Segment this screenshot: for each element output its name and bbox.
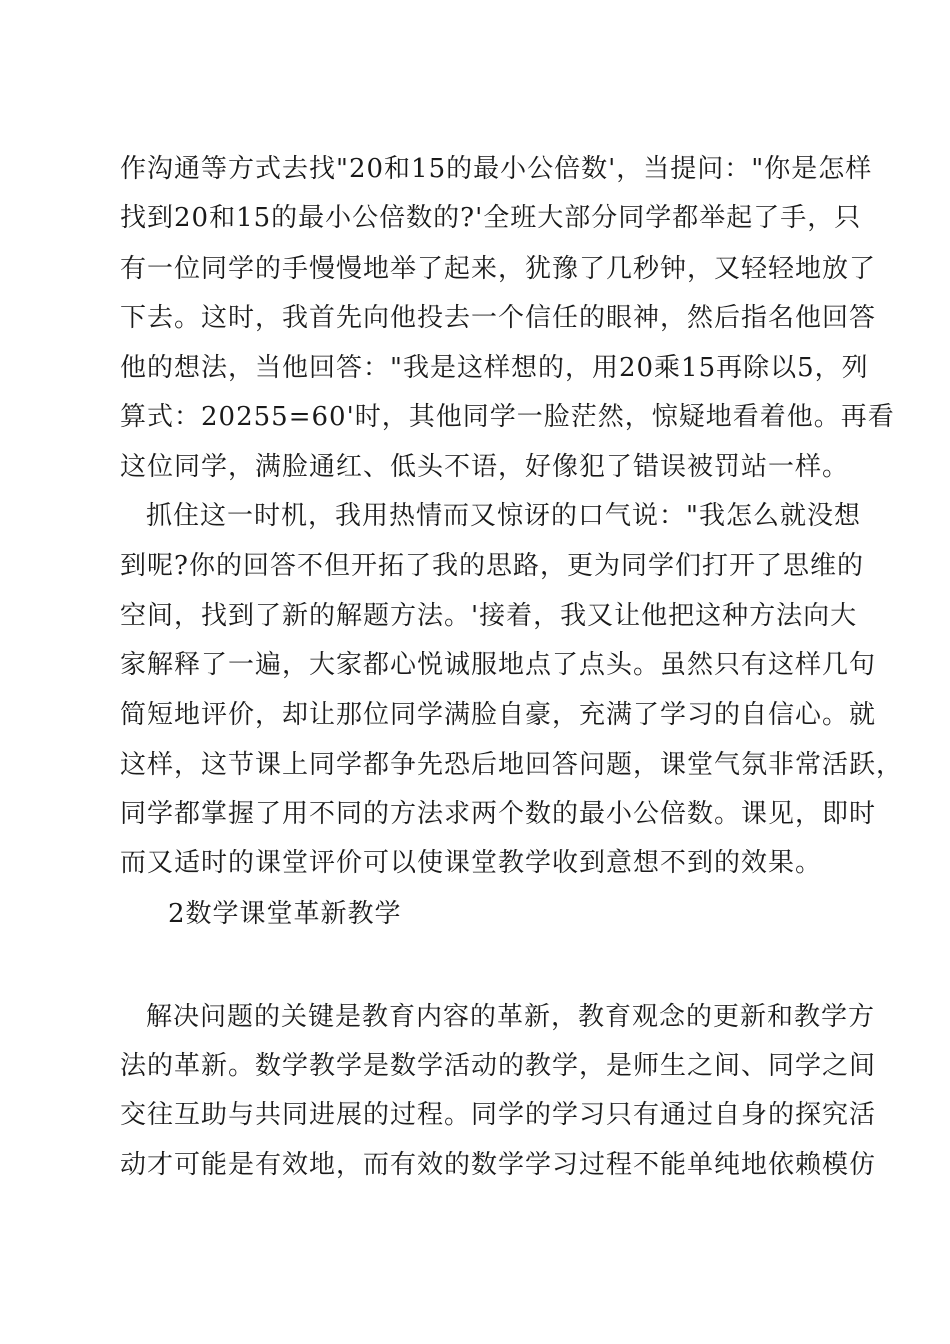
text-line: 他的想法，当他回答："我是这样想的，用20乘15再除以5，列	[120, 353, 869, 383]
text-line: 空间，找到了新的解题方法。'接着，我又让他把这种方法向大	[120, 601, 858, 631]
text-line: 家解释了一遍，大家都心悦诚服地点了点头。虽然只有这样几句	[120, 650, 877, 680]
text-line: 法的革新。数学教学是数学活动的教学，是师生之间、同学之间	[120, 1051, 877, 1081]
text-line: 动才可能是有效地，而有效的数学学习过程不能单纯地依赖模仿	[120, 1150, 877, 1180]
text-line: 交往互助与共同进展的过程。同学的学习只有通过自身的探究活	[120, 1100, 877, 1130]
text-line: 而又适时的课堂评价可以使课堂教学收到意想不到的效果。	[120, 848, 823, 878]
text-line: 解决问题的关键是教育内容的革新，教育观念的更新和教学方	[146, 1002, 876, 1032]
text-line: 找到20和15的最小公倍数的?'全班大部分同学都举起了手，只	[120, 203, 862, 233]
text-line: 有一位同学的手慢慢地举了起来，犹豫了几秒钟，又轻轻地放了	[120, 254, 877, 284]
text-line: 这位同学，满脸通红、低头不语，好像犯了错误被罚站一样。	[120, 452, 850, 482]
text-line: 这样，这节课上同学都争先恐后地回答问题，课堂气氛非常活跃，	[120, 750, 904, 780]
text-line: 同学都掌握了用不同的方法求两个数的最小公倍数。课见，即时	[120, 799, 877, 829]
text-line: 抓住这一时机，我用热情而又惊讶的口气说："我怎么就没想	[146, 501, 861, 531]
text-line: 下去。这时，我首先向他投去一个信任的眼神，然后指名他回答	[120, 303, 877, 333]
text-line: 作沟通等方式去找"20和15的最小公倍数'，当提问："你是怎样	[120, 154, 873, 184]
text-line: 算式：20255=60'时，其他同学一脸茫然，惊疑地看着他。再看	[120, 402, 895, 432]
text-line: 简短地评价，却让那位同学满脸自豪，充满了学习的自信心。就	[120, 700, 877, 730]
text-line: 到呢?你的回答不但开拓了我的思路，更为同学们打开了思维的	[120, 551, 864, 581]
section-heading: 2数学课堂革新教学	[168, 899, 402, 929]
